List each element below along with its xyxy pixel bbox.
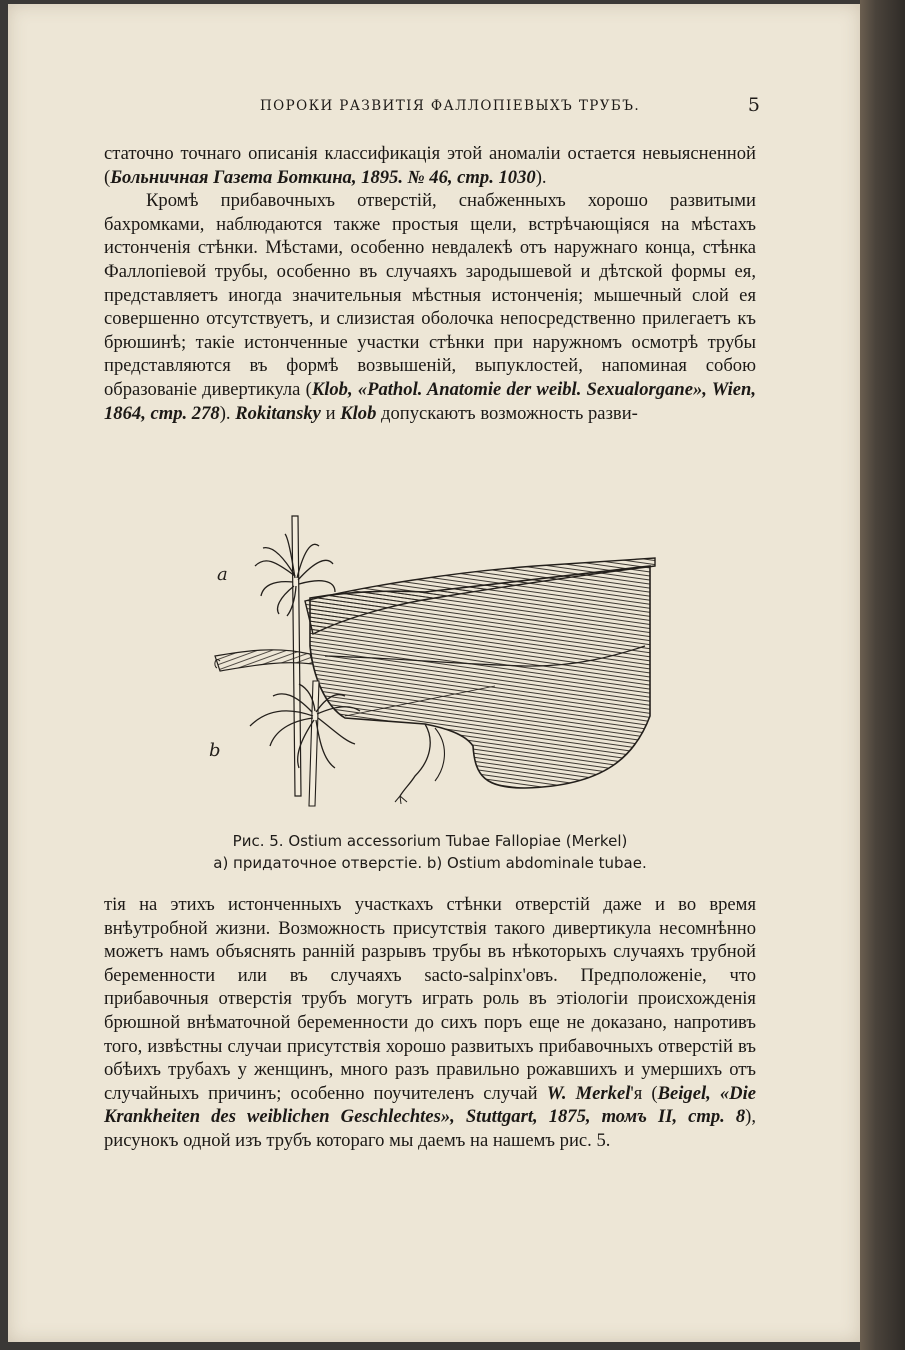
fallopian-tube-engraving [195,506,665,826]
figure-label-a: a [217,564,228,585]
body-text-bottom [104,893,756,1153]
citation: Beigel, «Die Krankheiten des weiblichen Geschlechtes», Stuttgart, 1875, томъ II, стр. 8 [104,1082,757,1128]
paragraph-3: тія на этихъ истонченныхъ участкахъ стѣнки отверстій даже и во время внѣутробной жизни. Возможность присутствія такого дивертикула несомнѣнно можетъ намъ объяснять ранній разрывъ трубы въ нѣкоторыхъ случаяхъ трубной беременности или въ случаяхъ sacto-salpinx'овъ. Предположеніе, что прибавочныя отверстія трубъ могутъ играть роль въ этіологіи происхожденія брюшной внѣматочной беременности до сихъ поръ еще не доказано, напротивъ того, извѣстны случаи присутствія хорошо развитыхъ прибавочныхъ отверстій въ обѣихъ трубахъ у женщинъ, много разъ правильно рожавшихъ и умершихъ отъ случайныхъ причинъ; особенно поучителенъ случай W. Merkel'я (Beigel, «Die Krankheiten des weiblichen Geschlechtes», Stuttgart, 1875, томъ II, стр. 8), рисунокъ одной изъ трубъ котораго мы даемъ на нашемъ рис. 5. [104,894,757,1151]
author-name: W. Merkel [546,1082,631,1104]
running-title: ПОРОКИ РАЗВИТІЯ ФАЛЛОПІЕВЫХЪ ТРУБЪ. [260,98,641,114]
figure-caption-line-1: Рис. 5. Ostium accessorium Tubae Fallopiae (Merkel) [232,832,628,850]
book-edge [860,0,905,1350]
paragraph-2: Кромѣ прибавочныхъ отверстій, снабженныхъ хорошо развитыми бахромками, наблюдаются также простыя щели, встрѣчающіяся на мѣстахъ истонченія стѣнки. Мѣстами, особенно невдалекѣ отъ наружнаго конца, стѣнка Фаллопіевой трубы, особенно въ случаяхъ зародышевой и дѣтской формы ея, представляетъ иногда значительныя мѣстныя истонченія; мышечный слой ея совершенно отсутствуетъ, и слизистая оболочка непосредственно прилегаетъ къ брюшинѣ; такіе истонченные участки стѣнки при наружномъ осмотрѣ трубы представляются въ формѣ возвышеній, выпуклостей, напоминая собою образованіе дивертикула (Klob, «Pathol. Anatomie der weibl. Sexualorgane», Wien, 1864, стр. 278). Rokitansky и Klob допускаютъ возможность разви- [104,190,756,424]
citation: Klob, «Pathol. Anatomie der weibl. Sexualorgane», Wien, 1864, стр. 278 [104,378,756,424]
citation: Больничная Газета Боткина, 1895. № 46, стр. 1030 [110,166,536,188]
figure-label-b: b [209,740,221,761]
figure-caption-line-2: а) придаточное отверстіе. b) Ostium abdominale tubae. [213,854,647,872]
page-number: 5 [747,94,760,116]
figure-illustration [195,506,665,826]
author-name: Rokitansky [235,402,321,424]
author-name: Klob [340,402,377,424]
running-head [100,96,760,120]
body-text-top [104,142,756,425]
paragraph-1: статочно точнаго описанія классификація этой аномаліи остается невыясненной (Больничная Газета Боткина, 1895. № 46, стр. 1030). [104,143,756,188]
